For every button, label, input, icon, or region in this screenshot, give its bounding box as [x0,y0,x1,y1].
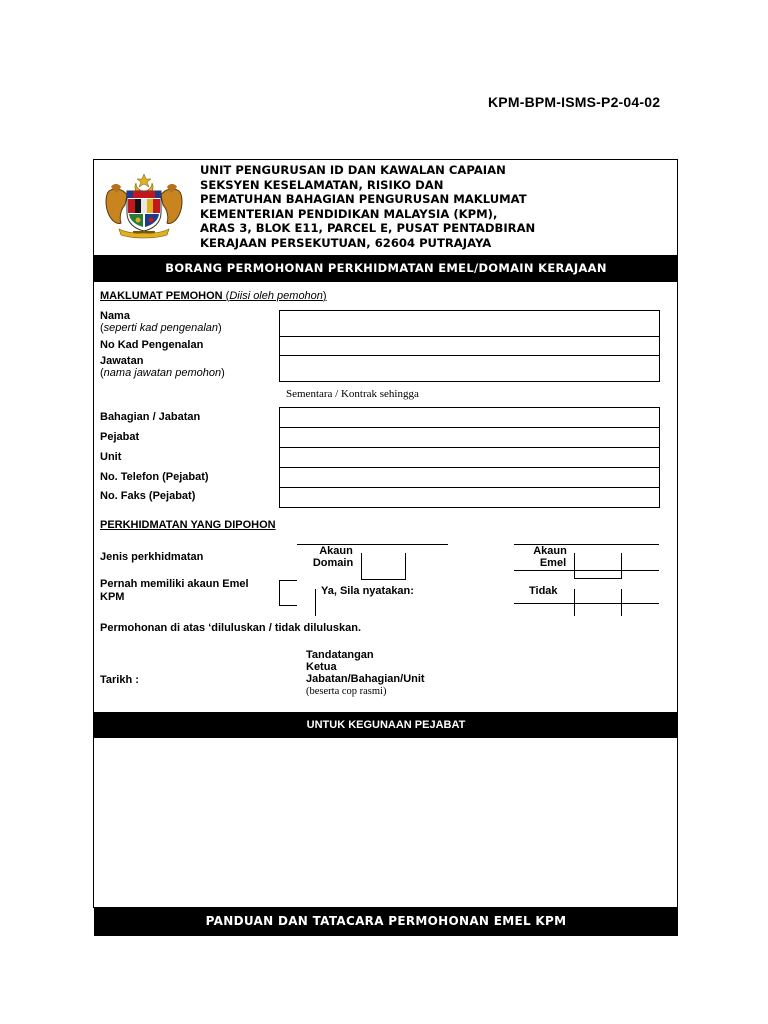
document-code: KPM-BPM-ISMS-P2-04-02 [488,94,661,110]
applicant-section-heading [100,290,327,302]
fax-input[interactable] [279,487,660,508]
position-hint: (nama jawatan pemohon) [100,367,225,379]
address-line: ARAS 3, BLOK E11, PARCEL E, PUSAT PENTADBIRAN [200,221,536,236]
position-label: Jawatan [100,355,144,367]
address-block [200,163,535,251]
office-label: Pejabat [100,431,140,443]
name-label: Nama [100,310,130,322]
email-checkbox[interactable] [574,578,622,579]
name-hint-text: seperti kad pengenalan [103,322,219,334]
name-hint: (seperti kad pengenalan) [100,322,222,334]
domain-account-label-1: Akaun [319,545,353,557]
address-line: SEKSYEN KESELAMATAN, RISIKO DAN [200,177,444,192]
yes-checkbox-left [279,580,280,606]
office-input[interactable] [279,427,660,448]
applicant-section-note: Diisi oleh pemohon [229,290,323,302]
applicant-section-title: MAKLUMAT PEMOHON [100,290,223,302]
service-section-title: PERKHIDMATAN YANG DIPOHON [100,519,276,531]
malaysia-coat-of-arms-icon [103,173,185,239]
email-checkbox-right [621,553,622,579]
email-account-label-1: Akaun [533,545,567,557]
applicant-section-note-open: ( [222,290,230,302]
ic-number-input[interactable] [279,336,660,356]
applicant-section-note-close: ) [322,290,327,302]
existing-account-label-1: Pernah memiliki akaun Emel [100,578,249,590]
yes-checkbox-divider [315,589,316,616]
signature-line-2: Ketua [306,661,337,673]
guide-heading: PANDUAN DAN TATACARA PERMOHONAN EMEL KPM [94,907,678,936]
contract-note: Sementara / Kontrak sehingga [286,388,419,400]
existing-account-label-2: KPM [100,591,125,603]
unit-input[interactable] [279,447,660,468]
address-line: KEMENTERIAN PENDIDIKAN MALAYSIA (KPM), [200,206,498,221]
position-input[interactable] [279,355,660,382]
address-line: UNIT PENGURUSAN ID DAN KAWALAN CAPAIAN [200,163,506,177]
domain-checkbox-right [405,553,406,580]
address-line: KERAJAAN PERSEKUTUAN, 62604 PUTRAJAYA [200,235,492,250]
signature-line-1: Tandatangan [306,649,374,661]
position-hint-text: nama jawatan pemohon [103,367,222,379]
stamp-note: (beserta cop rasmi) [306,686,387,697]
division-label: Bahagian / Jabatan [100,411,201,423]
email-checkbox-left [574,553,575,579]
yes-checkbox-top [279,580,297,581]
office-use-heading: UNTUK KEGUNAAN PEJABAT [94,712,678,738]
form-title: BORANG PERMOHONAN PERKHIDMATAN EMEL/DOMAIN KERAJAAN [94,255,678,282]
domain-account-label-2: Domain [312,557,354,569]
phone-label: No. Telefon (Pejabat) [100,471,209,483]
approval-statement: Permohonan di atas ‘diluluskan / tidak diluluskan. [100,622,361,634]
yes-label: Ya, Sila nyatakan: [321,585,414,597]
no-checkbox[interactable] [514,603,659,604]
ic-label: No Kad Pengenalan [100,339,204,351]
division-input[interactable] [279,407,660,428]
date-label: Tarikh : [100,674,139,686]
email-mid-line [514,570,659,571]
address-line: PEMATUHAN BAHAGIAN PENGURUSAN MAKLUMAT [200,192,527,207]
signature-line-3: Jabatan/Bahagian/Unit [306,673,425,685]
service-type-label: Jenis perkhidmatan [100,551,204,563]
office-use-area[interactable] [94,738,678,907]
unit-label: Unit [100,451,122,463]
fax-label: No. Faks (Pejabat) [100,490,196,502]
name-input[interactable] [279,310,660,337]
domain-checkbox[interactable] [361,579,406,580]
yes-checkbox[interactable] [279,605,297,606]
phone-input[interactable] [279,467,660,488]
no-label: Tidak [529,585,558,597]
domain-checkbox-left [361,553,362,580]
email-account-label-2: Emel [539,557,567,569]
